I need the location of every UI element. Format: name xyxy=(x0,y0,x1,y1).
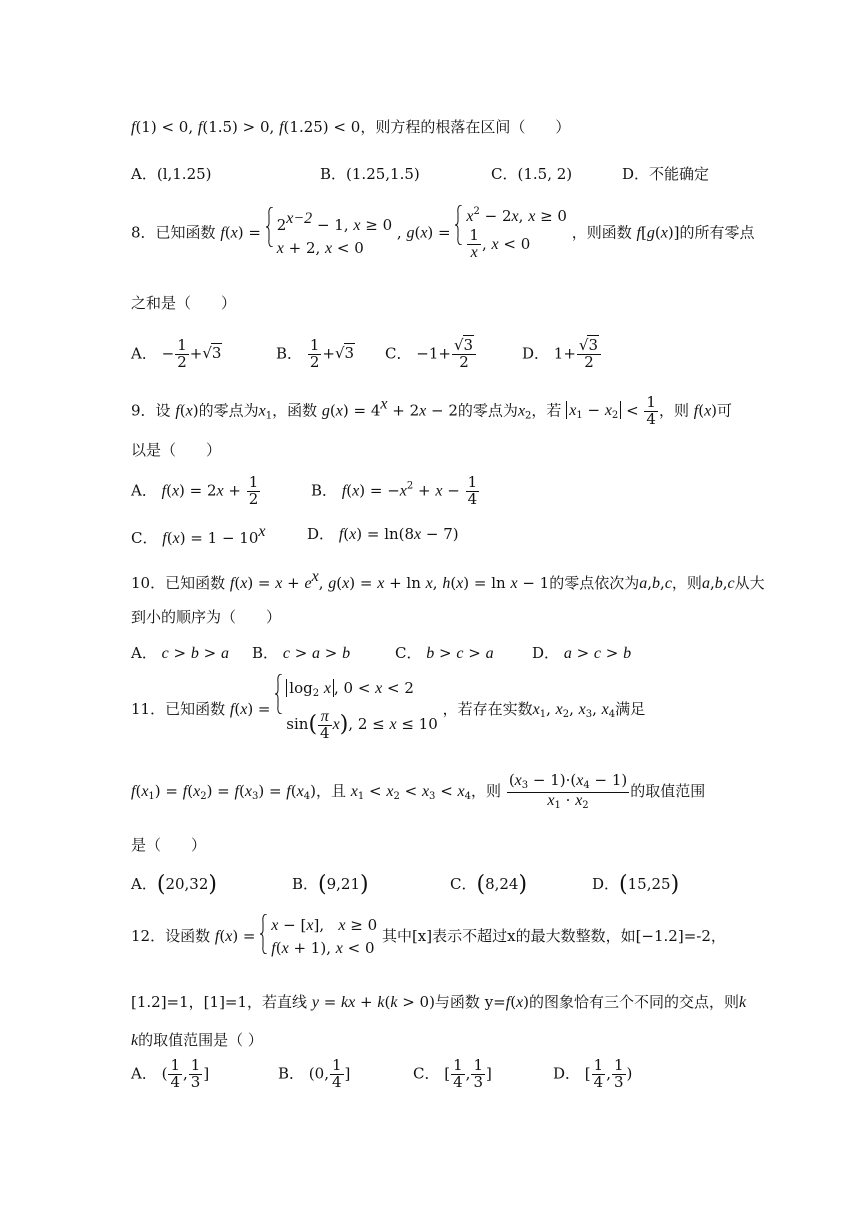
q9-stem: 9．设 f(x)的零点为$x_1$，函数 $g(x) = 4^x + 2x - 2$的零点为$x_2$，若 $x_1 - x_2$ < $\frac{1}{4}$ ，则 f(x)可 xyxy=(131,393,733,428)
q9-option-c[interactable]: C． $f(x) = 1 - 10^x$ xyxy=(131,523,266,547)
q9-option-b[interactable]: B． $f(x) = -x^2 + x$ − $\frac{1}{4}$ xyxy=(311,473,478,508)
q7-stem-text: ，则方程的根落在区间（ ） xyxy=(360,118,571,136)
q10-option-a[interactable]: A． c > b > a xyxy=(131,644,229,662)
q9-option-a[interactable]: A． f(x) = 2x + $\frac{1}{2}$ xyxy=(131,473,259,508)
q9-stem-line2: 以是（ ） xyxy=(131,441,222,459)
q12-stem: 12．设函数 f(x) = x − [x], x ≥ 0 f(x + 1), x < 0 其中[x]表示不超过x的最大数整数，如[−1.2]=-2， xyxy=(131,914,726,960)
q7-option-d[interactable]: D．不能确定 xyxy=(622,165,710,183)
q8-option-b[interactable]: B． $\frac{1}{2}$ +√3 xyxy=(276,336,355,371)
q8-piecewise-g: $x^2 - 2x$, x ≥ 0 $\frac{1}{x}$ , x < 0 xyxy=(455,205,567,262)
q11-option-d[interactable]: D．(15,25) xyxy=(592,872,680,897)
q10-stem-line2: 到小的顺序为（ ） xyxy=(131,608,282,626)
q7-option-b[interactable]: B．(1.25,1.5) xyxy=(320,165,420,183)
q11-option-c[interactable]: C．(8,24) xyxy=(450,872,528,897)
q8-option-d[interactable]: D． 1+ $\frac{√3}{2}$ xyxy=(522,338,602,371)
q9-option-d[interactable]: D． f(x) = ln(8x − 7) xyxy=(307,525,459,543)
q7-option-c[interactable]: C．(1.5, 2) xyxy=(491,165,573,183)
q8-option-a[interactable]: A． − $\frac{1}{2}$ +√3 xyxy=(131,336,222,371)
q8-stem-line2: 之和是（ ） xyxy=(131,294,237,312)
q10-stem: 10．已知函数 $f(x) = x + e^x$, g(x) = x + ln x, h(x) = ln x − 1的零点依次为a,b,c，则a,b,c从大 xyxy=(131,568,765,592)
q12-stem-line2: [1.2]=1，[1]=1，若直线 y = kx + k(k > 0)与函数 y=f(x)的图象恰有三个不同的交点，则k xyxy=(131,993,747,1011)
q11-stem-line3: 是（ ） xyxy=(131,836,207,854)
q12-stem-line3: k的取值范围是（ ） xyxy=(131,1031,263,1049)
q11-piecewise: $\log_2 x$ , 0 < x < 2 sin( $\frac{\pi}{4}$ x), 2 ≤ x ≤ 10 xyxy=(275,674,438,746)
q12-option-a[interactable]: A． ( $\frac{1}{4}$ , $\frac{1}{3}$ ] xyxy=(131,1056,210,1091)
q8-piecewise-f: $2^{x-2} - 1$, x ≥ 0 x + 2, x < 0 xyxy=(266,207,392,260)
q12-option-d[interactable]: D． [ $\frac{1}{4}$ , $\frac{1}{3}$ ) xyxy=(553,1056,633,1091)
q11-stem-line2: $f(x_1) = f(x_2) = f(x_3) = f(x_4)$，且 $x_1 < x_2 < x_3 < x_4$，则 $\frac{(x_3 - 1)\cdot(x_4 - 1)}{x_1 \cdot x_2}$ 的取值范围 xyxy=(131,771,706,811)
q12-option-c[interactable]: C． [ $\frac{1}{4}$ , $\frac{1}{3}$ ] xyxy=(413,1056,492,1091)
q8-option-c[interactable]: C． −1+ $\frac{√3}{2}$ xyxy=(385,338,477,371)
q7-stem: f(1) < 0, f(1.5) > 0, f(1.25) < 0，则方程的根落在区间（ ） xyxy=(131,118,571,136)
q11-stem: 11．已知函数 f(x) = $\log_2 x$ , 0 < x < 2 sin( $\frac{\pi}{4}$ x), 2 ≤ x ≤ 10 ，若存在实数$x_1$, $x_2$, $x_3$, $x_4$满足 xyxy=(131,674,645,746)
q11-option-a[interactable]: A．(20,32) xyxy=(131,872,217,897)
q10-option-c[interactable]: C． b > c > a xyxy=(395,644,494,662)
q11-option-b[interactable]: B．(9,21) xyxy=(292,872,369,897)
q12-piecewise: x − [x], x ≥ 0 f(x + 1), x < 0 xyxy=(260,914,377,960)
q10-option-b[interactable]: B． c > a > b xyxy=(252,644,351,662)
q10-option-d[interactable]: D． a > c > b xyxy=(532,644,632,662)
q7-option-a[interactable]: A．(l,1.25) xyxy=(131,165,212,183)
q12-option-b[interactable]: B． (0, $\frac{1}{4}$ ] xyxy=(278,1056,351,1091)
q8-stem: 8．已知函数 f(x) = $2^{x-2} - 1$, x ≥ 0 x + 2, x < 0 , g(x) = $x^2 - 2x$, x ≥ 0 $\frac{1}{x}$ , x < 0 ，则函数 f[g(x)]的所有零点 xyxy=(131,206,755,261)
